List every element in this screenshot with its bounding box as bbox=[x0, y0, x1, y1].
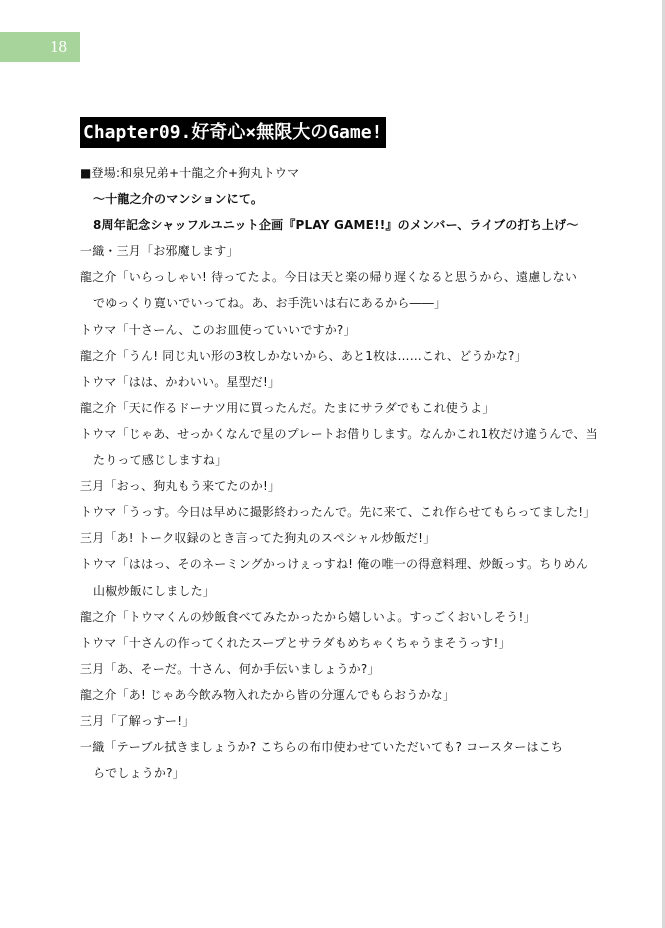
dialogue-line: 一織「テーブル拭きましょうか? こちらの布巾使わせていただいても? コースターはこち bbox=[80, 740, 564, 755]
dialogue-line: 龍之介「トウマくんの炒飯食べてみたかったから嬉しいよ。すっごくおいしそう!」 bbox=[80, 609, 536, 624]
dialogue-line: 三月「おっ、狗丸もう来てたのか!」 bbox=[80, 479, 281, 494]
script-body bbox=[80, 160, 598, 786]
dialogue-line: 龍之介「いらっしゃい! 待ってたよ。今日は天と楽の帰り遅くなると思うから、遠慮しない bbox=[80, 270, 578, 285]
dialogue-line: 龍之介「天に作るドーナツ用に買ったんだ。たまにサラダでもこれ使うよ」 bbox=[80, 400, 495, 415]
chapter-title: Chapter09.好奇心×無限大のGame! bbox=[80, 117, 386, 148]
dialogue-line: でゆっくり寛いでいってね。あ、お手洗いは右にあるから――」 bbox=[93, 296, 447, 311]
dialogue-line: 三月「あ、そーだ。十さん、何か手伝いましょうか?」 bbox=[80, 661, 380, 676]
dialogue-line: らでしょうか?」 bbox=[93, 766, 185, 781]
dialogue-line: たりって感じしますね」 bbox=[93, 453, 228, 468]
dialogue-line: 山椒炒飯にしました」 bbox=[93, 583, 216, 598]
dialogue-line: トウマ「うっす。今日は早めに撮影終わったんで。先に来て、これ作らせてもらってました!」 bbox=[80, 505, 596, 520]
page-number: 18 bbox=[0, 32, 80, 62]
dialogue-line: トウマ「はは、かわいい。星型だ!」 bbox=[80, 374, 281, 389]
dialogue-line: 龍之介「あ! じゃあ今飲み物入れたから皆の分運んでもらおうかな」 bbox=[80, 687, 456, 702]
dialogue-line: トウマ「ははっ、そのネーミングかっけぇっすね! 俺の唯一の得意料理、炒飯っす。ちりめん bbox=[80, 557, 589, 572]
dialogue-line: ■登場:和泉兄弟+十龍之介+狗丸トウマ bbox=[80, 166, 300, 180]
dialogue-line: 三月「了解っすー!」 bbox=[80, 713, 195, 728]
dialogue-line: トウマ「じゃあ、せっかくなんで星のプレートお借りします。なんかこれ1枚だけ違うんで、当 bbox=[80, 426, 598, 441]
dialogue-line: トウマ「十さーん、このお皿使っていいですか?」 bbox=[80, 322, 356, 337]
dialogue-line: 三月「あ! トーク収録のとき言ってた狗丸のスペシャル炒飯だ!」 bbox=[80, 531, 436, 546]
dialogue-line: 龍之介「うん! 同じ丸い形の3枚しかないから、あと1枚は……これ、どうかな?」 bbox=[80, 348, 527, 363]
dialogue-line: トウマ「十さんの作ってくれたスープとサラダもめちゃくちゃうまそうっす!」 bbox=[80, 635, 511, 650]
dialogue-line: 一織・三月「お邪魔します」 bbox=[80, 244, 239, 259]
stage-direction-line: 〜十龍之介のマンションにて。 bbox=[93, 192, 264, 207]
stage-direction-line: 8周年記念シャッフルユニット企画『PLAY GAME!!』のメンバー、ライブの打ち上げ〜 bbox=[93, 218, 579, 233]
